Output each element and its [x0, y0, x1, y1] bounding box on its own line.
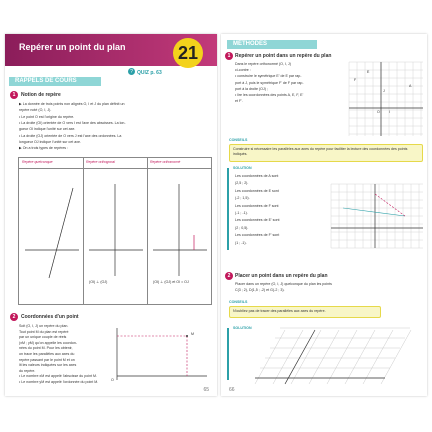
- table-header-quelconque: Repère quelconque: [22, 160, 53, 164]
- text-line: Les coordonnées de E' sont: [235, 218, 280, 223]
- text-line: longueur OJ indique l'unité sur cet axe.: [19, 139, 82, 144]
- solution-1-figure: [331, 184, 423, 248]
- fig1-label-e: E: [367, 70, 370, 74]
- text-line: gueur OI indique l'unité sur cet axe.: [19, 127, 76, 132]
- text-line: par un unique couple de réels: [19, 335, 67, 340]
- fig1-label-j: J: [383, 89, 385, 93]
- text-line: ci-contre :: [235, 68, 251, 73]
- page-number-right: 66: [229, 387, 235, 393]
- text-line: C(3 ; 2), D(1,5 ; -2) et G(-2 ; 3).: [235, 288, 285, 292]
- coordinates-figure: [103, 324, 213, 382]
- fig1-label-o: O: [377, 110, 380, 114]
- text-line: • Le nombre yM est appelé l'ordonnée du point M.: [19, 380, 99, 384]
- method-1-grid-figure: [349, 62, 423, 136]
- text-line: • Le nombre xM est appelé l'abscisse du point M.: [19, 374, 98, 379]
- solution-marker-1: [227, 168, 229, 250]
- text-line: repère passant par le point M et on: [19, 357, 75, 362]
- conseil-box-1: [229, 144, 423, 162]
- chapter-title: Repérer un point du plan: [19, 42, 126, 52]
- solution-2-oblique-grid: [245, 328, 395, 384]
- text-line: Les coordonnées de E sont: [235, 188, 279, 193]
- section-number-1: 1: [10, 91, 18, 99]
- text-line: du repère.: [19, 368, 36, 373]
- text-line: ▶ On a trois types de repères :: [19, 146, 69, 151]
- caption-orthogonal: (OI) ⊥ (OJ): [89, 280, 108, 284]
- method-title-placer: Placer un point dans un repère du plan: [235, 273, 328, 279]
- fig1-label-f: F: [354, 78, 357, 82]
- method-number-2: 2: [225, 272, 233, 280]
- solution-label-2: SOLUTION: [233, 326, 252, 330]
- text-line: • lire les coordonnées des points A, E, F, E': [235, 93, 304, 97]
- text-line: Tout point M du plan est repéré: [19, 329, 69, 334]
- method-title-reperer: Repérer un point dans un repère du plan: [235, 53, 332, 59]
- section-bar-methodes: MÉTHODES: [227, 40, 317, 49]
- text-line: (2 ; 0,5).: [235, 225, 249, 230]
- text-line: (2,5 ; 2).: [235, 181, 249, 186]
- text-line: • Le point O est l'origine du repère.: [19, 114, 75, 119]
- conseil-text-2: N'oubliez pas de tracer des parallèles aux axes du repère.: [233, 309, 326, 313]
- text-line: (1 ; -1).: [235, 240, 247, 245]
- section-bar-rappels: RAPPELS DE COURS: [9, 77, 101, 86]
- conseil-label-2: CONSEILS: [229, 300, 248, 304]
- text-line: Les coordonnées de F' sont: [235, 233, 280, 238]
- table-header-orthogonal: Repère orthogonal: [86, 160, 115, 164]
- caption-orthonorme: (OI) ⊥ (OJ) et OI = OJ: [153, 280, 189, 284]
- text-line: Les coordonnées de F sont: [235, 203, 279, 208]
- section-number-2: 2: [10, 313, 18, 321]
- origin-label: O: [111, 378, 114, 382]
- text-line: (-2 ; 1,5).: [235, 196, 250, 201]
- text-line: • La droite (OJ) orientée de O vers J est l'axe des ordonnées. La: [19, 133, 122, 138]
- text-line: ▶ La donnée de trois points non alignés O, I et J du plan définit un: [19, 102, 125, 106]
- repere-types-table: [18, 157, 212, 305]
- left-page: [5, 34, 217, 396]
- text-line: • construire le symétrique E' de E par rap-: [235, 74, 302, 79]
- text-line: (xM ; yM) qu'on appelle les coordon-: [19, 340, 78, 345]
- text-line: Soit (O, I, J) un repère du plan.: [19, 324, 69, 328]
- solution-label-1: SOLUTION: [233, 166, 252, 170]
- text-line: Dans le repère orthonormé (O, I, J): [235, 62, 291, 66]
- table-header-orthonorme: Repère orthonormé: [150, 160, 181, 164]
- method-number-1: 1: [225, 52, 233, 60]
- section-title-notion-repere: Notion de repère: [21, 92, 61, 98]
- text-line: on trace les parallèles aux axes du: [19, 352, 75, 356]
- text-line: et F'.: [235, 99, 243, 104]
- quiz-link[interactable]: QUIZ p. 63: [137, 70, 162, 76]
- text-line: port à la droite (OJ) ;: [235, 86, 268, 91]
- conseil-text-1: Construire si nécessaire les parallèles aux axes du repère pour faciliter la lecture des coordonnées des points indiqués.: [233, 147, 408, 156]
- section-title-coordonnees: Coordonnées d'un point: [21, 314, 79, 320]
- text-line: (-1 ; -1).: [235, 211, 248, 215]
- solution-marker-2: [227, 328, 229, 380]
- text-line: • La droite (OI) orientée de O vers I est l'axe des abscisses. La lon-: [19, 120, 126, 125]
- page-number-left: 65: [203, 387, 209, 393]
- chapter-number-badge: 21: [173, 38, 203, 68]
- conseil-label-1: CONSEILS: [229, 138, 248, 142]
- conseil-box-2: [229, 306, 381, 318]
- text-line: Placer dans un repère (O, I, J) quelconque du plan les points: [235, 282, 332, 286]
- text-line: lit les valeurs indiquées sur les axes: [19, 363, 77, 368]
- text-line: repère noté (O, I, J).: [19, 108, 52, 113]
- point-m-label: M: [191, 332, 194, 336]
- text-line: nées du point M. Pour les obtenir,: [19, 346, 73, 351]
- fig1-label-i: I: [389, 110, 390, 114]
- text-line: Les coordonnées de A sont: [235, 174, 279, 178]
- right-page: [221, 34, 427, 396]
- quiz-icon[interactable]: ?: [128, 68, 135, 75]
- fig1-label-a: A: [409, 84, 412, 88]
- text-line: port à J, puis le symétrique F' de F par rap-: [235, 80, 304, 85]
